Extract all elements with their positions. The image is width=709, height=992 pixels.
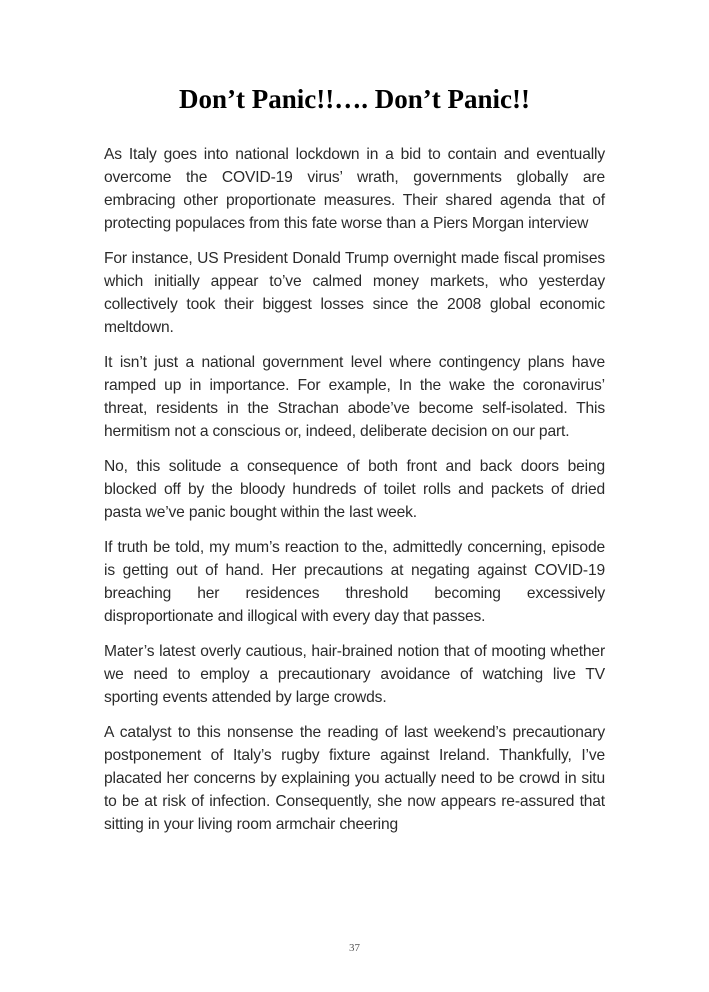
paragraph: No, this solitude a consequence of both front and back doors being blocked off by the bloody hundreds of toilet rolls and packets of dried pasta we’ve panic bought within the last week. (104, 458, 605, 521)
paragraph: For instance, US President Donald Trump overnight made fiscal promises which initially appear to’ve calmed money markets, who yesterday collectively took their biggest losses since the 2008 global economic meltdown. (104, 250, 605, 336)
paragraph: Mater’s latest overly cautious, hair-brained notion that of mooting whether we need to employ a precautionary avoidance of watching live TV sporting events attended by large crowds. (104, 643, 605, 706)
body-text (104, 143, 605, 848)
paragraph: A catalyst to this nonsense the reading of last weekend’s precautionary postponement of Italy’s rugby fixture against Ireland. Thankfully, I’ve placated her concerns by explaining you actually need to be crowd in situ to be at risk of infection. Consequently, she now appears re-assured that sitting in your living room armchair cheering (104, 724, 605, 833)
paragraph: It isn’t just a national government level where contingency plans have ramped up in importance. For example, In the wake the coronavirus’ threat, residents in the Strachan abode’ve become self-isolated. This hermitism not a conscious or, indeed, deliberate decision on our part. (104, 354, 605, 440)
paragraph: If truth be told, my mum’s reaction to the, admittedly concerning, episode is getting out of hand. Her precautions at negating against COVID-19 breaching her residences threshold becoming excessively disproportionate and illogical with every day that passes. (104, 539, 605, 625)
page-title: Don’t Panic!!…. Don’t Panic!! (179, 84, 530, 114)
page-number: 37 (349, 942, 360, 954)
paragraph: As Italy goes into national lockdown in a bid to contain and eventually overcome the COVID-19 virus’ wrath, governments globally are embracing other proportionate measures. Their shared agenda that of protecting populaces from this fate worse than a Piers Morgan interview (104, 146, 605, 232)
